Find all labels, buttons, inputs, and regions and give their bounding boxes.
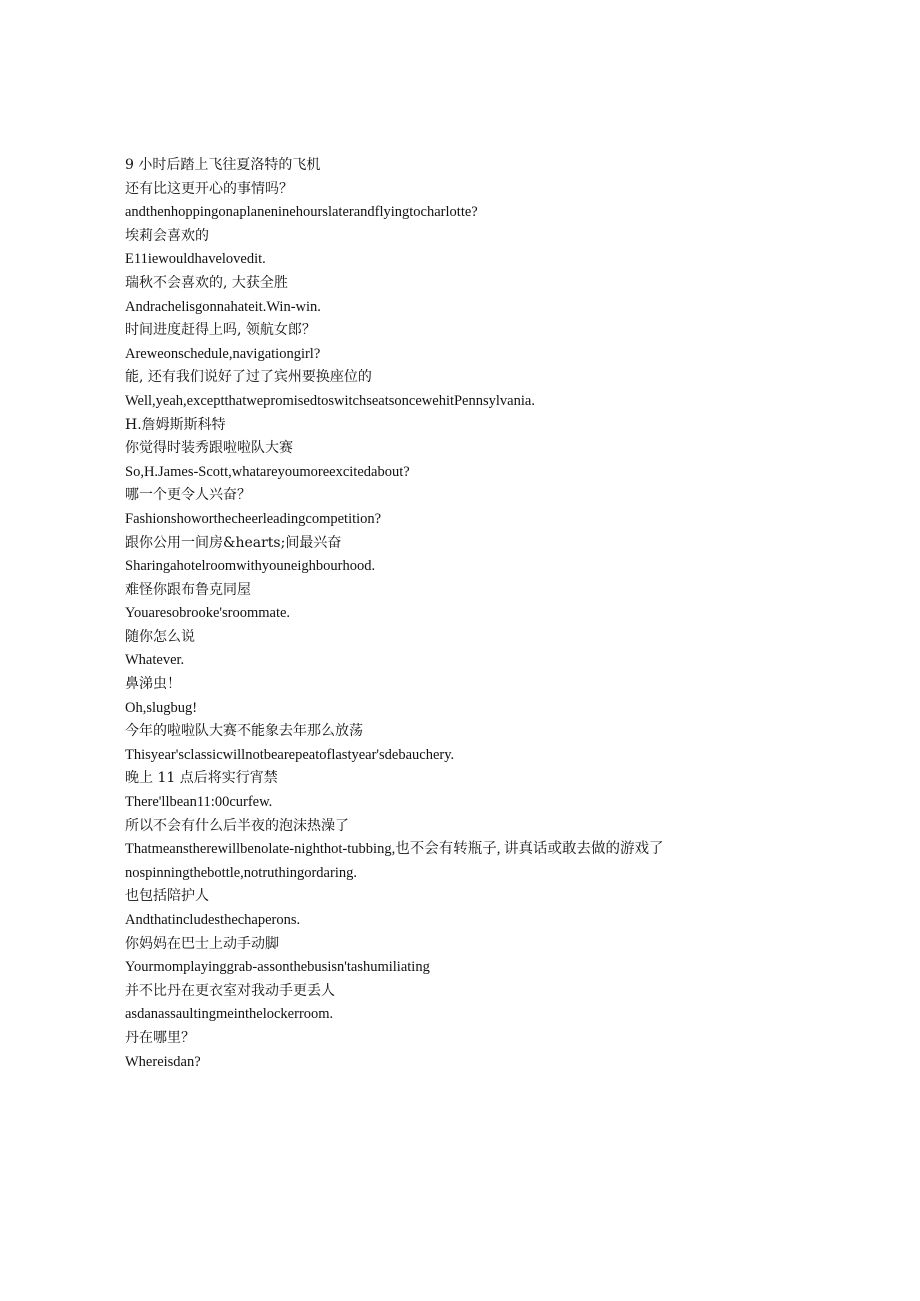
text-line: andthenhoppingonaplaneninehourslaterandflyingtocharlotte? <box>125 204 478 221</box>
text-line: Youaresobrooke'sroommate. <box>125 605 291 622</box>
text-line: 能, 还有我们说好了过了宾州要换座位的 <box>125 369 372 386</box>
text-line: Andthatincludesthechaperons. <box>125 912 301 928</box>
text-line: 并不比丹在更衣室对我动手更丢人 <box>125 982 335 999</box>
text-line: Yourmomplayinggrab-assonthebusisn'tashumiliating <box>125 959 430 976</box>
text-line: 你觉得时装秀跟啦啦队大赛 <box>125 440 293 457</box>
text-line: E11iewouldhavelovedit. <box>125 251 266 268</box>
text-line: Thatmeanstherewillbenolate-nighthot-tubbing,也不会有转瓶子, 讲真话或敢去做的游戏了 <box>125 841 664 858</box>
text-line: Fashionshoworthecheerleadingcompetition? <box>125 510 382 527</box>
text-line: 也包括陪护人 <box>125 888 209 905</box>
text-line: 9 小时后踏上飞往夏洛特的飞机 <box>125 157 321 173</box>
text-line: Whatever. <box>125 652 185 669</box>
text-line: 哪一个更令人兴奋？ <box>125 487 251 504</box>
text-line: 埃莉会喜欢的 <box>125 227 209 244</box>
text-line: Sharingahotelroomwithyouneighbourhood. <box>125 558 376 575</box>
text-line: 丹在哪里？ <box>125 1029 195 1046</box>
text-line: 时间进度赶得上吗, 领航女郎？ <box>125 322 316 339</box>
document-page <box>125 156 715 1076</box>
text-line: Thisyear'sclassicwillnotbearepeatoflastyear'sdebauchery. <box>125 746 455 763</box>
text-line: 难怪你跟布鲁克同屋 <box>125 581 251 598</box>
text-line: 你妈妈在巴士上动手动脚 <box>125 935 279 952</box>
text-line: Oh,slugbug! <box>125 699 198 716</box>
text-line: 晚上 11 点后将实行宵禁 <box>125 770 278 787</box>
text-line: 今年的啦啦队大赛不能象去年那么放荡 <box>125 723 363 740</box>
text-line: Well,yeah,exceptthatwepromisedtoswitchseatsoncewehitPennsylvania. <box>125 392 535 409</box>
text-line: H.詹姆斯斯科特 <box>125 416 226 433</box>
text-line: Areweonschedule,navigationgirl? <box>125 345 321 362</box>
text-line: 鼻涕虫！ <box>125 676 181 693</box>
text-line: So,H.James-Scott,whatareyoumoreexcitedabout? <box>125 463 410 480</box>
text-line: Whereisdan? <box>125 1053 201 1070</box>
text-line: Andrachelisgonnahateit.Win-win. <box>125 298 321 315</box>
text-line: 随你怎么说 <box>125 628 195 645</box>
text-line: 瑞秋不会喜欢的, 大获全胜 <box>125 274 288 291</box>
text-line: 所以不会有什么后半夜的泡沫热澡了 <box>125 817 349 834</box>
text-line: asdanassaultingmeinthelockerroom. <box>125 1006 334 1023</box>
text-line: nospinningthebottle,notruthingordaring. <box>125 864 357 881</box>
text-line: There'llbean11:00curfew. <box>125 794 273 811</box>
text-line: 跟你公用一间房&hearts;间最兴奋 <box>125 534 342 551</box>
text-line: 还有比这更开心的事情吗？ <box>125 180 293 197</box>
